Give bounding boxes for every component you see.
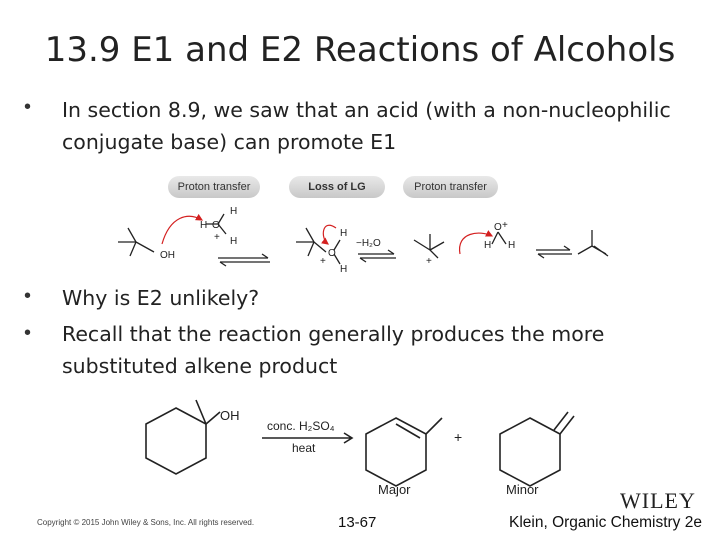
isobutylene-skeleton xyxy=(578,230,608,256)
major-product-label: Major xyxy=(378,482,411,497)
plus-charge: + xyxy=(214,232,220,243)
minor-product-label: Minor xyxy=(506,482,539,497)
book-citation: Klein, Organic Chemistry 2e xyxy=(509,514,702,531)
bullet-text-e2-unlikely: Why is E2 unlikely? xyxy=(62,286,260,310)
tert-butyl-skeleton-1 xyxy=(118,228,154,256)
step-pill-proton-transfer-2: Proton transfer xyxy=(403,176,498,198)
plus-sign: + xyxy=(454,429,463,445)
e1-mechanism-scheme xyxy=(100,198,620,284)
cyclohexane-ring-minor xyxy=(500,418,560,486)
h-label: H xyxy=(484,240,492,251)
h-label: H xyxy=(340,264,348,275)
oh-label: OH xyxy=(160,250,175,261)
h-label: H xyxy=(508,240,516,251)
o-label: O xyxy=(328,248,336,259)
wiley-logo: WILEY xyxy=(620,488,696,513)
plus-charge: + xyxy=(320,256,326,267)
reagent-label: conc. H₂SO₄ xyxy=(267,419,335,433)
o-label: O xyxy=(212,220,220,231)
page-number: 13-67 xyxy=(338,514,377,531)
copyright-notice: Copyright © 2015 John Wiley & Sons, Inc. All rights reserved. xyxy=(37,518,255,527)
oh-bond xyxy=(206,412,220,424)
h-label: H xyxy=(200,220,208,231)
bullet-marker: • xyxy=(24,285,32,307)
plus-charge: + xyxy=(426,256,432,267)
bullet-marker: • xyxy=(24,96,32,118)
bullet-marker: • xyxy=(24,322,32,344)
methyl-bond-major xyxy=(426,418,442,434)
h-label: H xyxy=(230,206,238,217)
carbocation-skeleton xyxy=(414,234,444,258)
bullet-text-acid-e1: In section 8.9, we saw that an acid (with a non-nucleophilic conjugate base) can promote E1 xyxy=(62,98,671,154)
step-pill-proton-transfer: Proton transfer xyxy=(168,176,260,198)
curved-arrow-icon xyxy=(323,225,336,244)
h-label: H xyxy=(230,236,238,247)
plus-charge: + xyxy=(502,220,508,231)
oh-label: OH xyxy=(220,408,240,423)
dehydration-reaction-scheme xyxy=(130,392,600,504)
h-label: H xyxy=(340,228,348,239)
curved-arrow-icon xyxy=(162,216,202,244)
o-label: O xyxy=(494,222,502,233)
slide-title: 13.9 E1 and E2 Reactions of Alcohols xyxy=(44,30,676,70)
methyl-bond xyxy=(196,400,206,424)
cyclohexane-ring-reactant xyxy=(146,408,206,474)
condition-label: heat xyxy=(292,441,316,455)
step-pill-loss-of-lg: Loss of LG xyxy=(289,176,385,198)
bullet-text-substituted-alkene: Recall that the reaction generally produces the more substituted alkene product xyxy=(62,322,605,378)
minus-water-label: −H₂O xyxy=(356,238,381,249)
cyclohexene-ring-major xyxy=(366,418,426,486)
tert-butyl-skeleton-2 xyxy=(296,228,326,256)
exocyclic-double-bond xyxy=(554,412,574,434)
